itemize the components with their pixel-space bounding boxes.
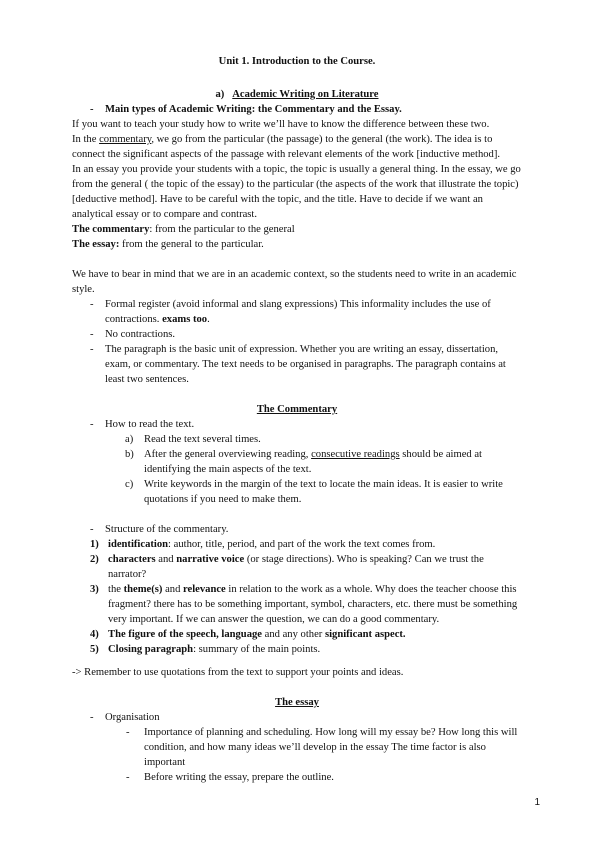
how-to-read: - How to read the text.: [72, 417, 522, 432]
structure-5-bold: Closing paragraph: [108, 644, 194, 655]
structure-item-2: [72, 552, 522, 582]
structure-4-text: and any other: [262, 629, 325, 640]
structure-2-mid: and: [155, 554, 177, 565]
bullet-no-contractions: - No contractions.: [72, 327, 522, 342]
bullet-formal-register: [72, 297, 522, 327]
commentary-def-text: : from the particular to the general: [149, 224, 295, 235]
step-a-text: Read the text several times.: [144, 434, 261, 445]
bullet-formal-bold: exams too: [162, 314, 208, 325]
structure-4-bold2: significant aspect.: [324, 629, 406, 640]
essay-def-text: from the general to the particular.: [119, 239, 264, 250]
academic-context-paragraph: We have to bear in mind that we are in an academic context, so the students need to write in an academic style.: [72, 269, 517, 295]
commentary-paragraph: [72, 132, 522, 162]
structure-1-bold: identification: [108, 539, 169, 550]
bullet-formal-text: Formal register (avoid informal and slang expressions) This informality includes the use of contractions.: [105, 299, 491, 325]
step-c: [72, 477, 522, 507]
commentary-definition: [72, 222, 522, 237]
bullet-paragraph: - The paragraph is the basic unit of expression. Whether you are writing an essay, dissertation, exam, or commentary. The text needs to be organised in paragraphs. The paragraph contains at least two sentences.: [72, 342, 522, 387]
structure-item-5: [72, 642, 522, 657]
structure-3-mid: and: [162, 584, 184, 595]
structure-3-pre: the: [108, 584, 124, 595]
commentary-heading: The Commentary: [256, 404, 338, 415]
structure-3-text: in relation to the work as a whole. Why does the teacher choose this fragment? there has to be something important, symbol, characters, etc. there must be something very important. If we can answer the question, we can do a good commentary.: [108, 584, 518, 625]
structure-item-1: [72, 537, 522, 552]
structure-2-bold: characters: [108, 554, 156, 565]
step-c-text: Write keywords in the margin of the text to locate the main ideas. It is easier to write quotations if you need to make them.: [144, 479, 503, 505]
step-a: [72, 432, 522, 447]
step-c-marker: c): [125, 479, 134, 490]
commentary-term: commentary: [99, 134, 152, 145]
structure-3-bold: theme(s): [123, 584, 163, 595]
essay-item-planning: - Importance of planning and scheduling. How long will my essay be? How long this will condition, and how many ideas we’ll develop in the essay The time factor is also important: [72, 725, 522, 770]
document-page: [72, 52, 522, 785]
step-b-text-end: should be aimed at identifying the main aspects of the text.: [144, 449, 483, 475]
essay-item-outline: - Before writing the essay, prepare the outline.: [72, 770, 522, 785]
structure-marker-2: 2): [90, 554, 99, 565]
page-title: Unit 1. Introduction to the Course.: [218, 56, 376, 67]
structure-marker-1: 1): [90, 539, 99, 550]
organisation-item: - Organisation: [72, 710, 522, 725]
intro-paragraph: If you want to teach your study how to write we’ll have to know the difference between these two.: [72, 119, 490, 130]
section-a-title: Academic Writing on Literature: [232, 89, 379, 100]
structure-5-text: : summary of the main points.: [193, 644, 321, 655]
structure-2-text: (or stage directions). Who is speaking? Can we trust the narrator?: [108, 554, 484, 580]
structure-item-4: [72, 627, 522, 642]
structure-marker-4: 4): [90, 629, 99, 640]
commentary-text-end: , we go from the particular (the passage) to the general (the work). The idea is to connect the significant aspects of the passage with relevant elements of the work [inductive method].: [72, 134, 501, 160]
step-b-marker: b): [125, 449, 134, 460]
section-a-marker: a): [215, 89, 225, 100]
structure-marker-3: 3): [90, 584, 99, 595]
structure-marker-5: 5): [90, 644, 99, 655]
step-a-marker: a): [125, 434, 134, 445]
commentary-label: The commentary: [72, 224, 150, 235]
types-heading: - Main types of Academic Writing: the Commentary and the Essay.: [72, 102, 522, 117]
page-number: 1: [534, 797, 540, 808]
structure-heading: - Structure of the commentary.: [72, 522, 522, 537]
bullet-formal-end: .: [207, 314, 210, 325]
essay-heading: The essay: [275, 697, 319, 708]
section-a-heading: [72, 87, 522, 102]
commentary-text-start: In the: [72, 134, 100, 145]
step-b-underlined: consecutive readings: [311, 449, 400, 460]
quotations-reminder: -> Remember to use quotations from the text to support your points and ideas.: [72, 667, 404, 678]
structure-3-bold2: relevance: [183, 584, 226, 595]
step-b: [72, 447, 522, 477]
essay-paragraph: In an essay you provide your students with a topic, the topic is usually a general thing. In the essay, we go from the general ( the topic of the essay) to the particular (the aspects of the work that illustrate the topic) [deductive method]. Have to be careful with the topic, and the title. Have to decide if we want an analytical essay or to compare and contrast.: [72, 164, 521, 220]
essay-label: The essay:: [72, 239, 120, 250]
step-b-text-start: After the general overviewing reading,: [144, 449, 312, 460]
structure-2-bold2: narrative voice: [176, 554, 245, 565]
structure-item-3: [72, 582, 522, 627]
essay-definition: [72, 237, 522, 252]
structure-4-bold: The figure of the speech, language: [108, 629, 262, 640]
structure-1-text: : author, title, period, and part of the work the text comes from.: [168, 539, 436, 550]
